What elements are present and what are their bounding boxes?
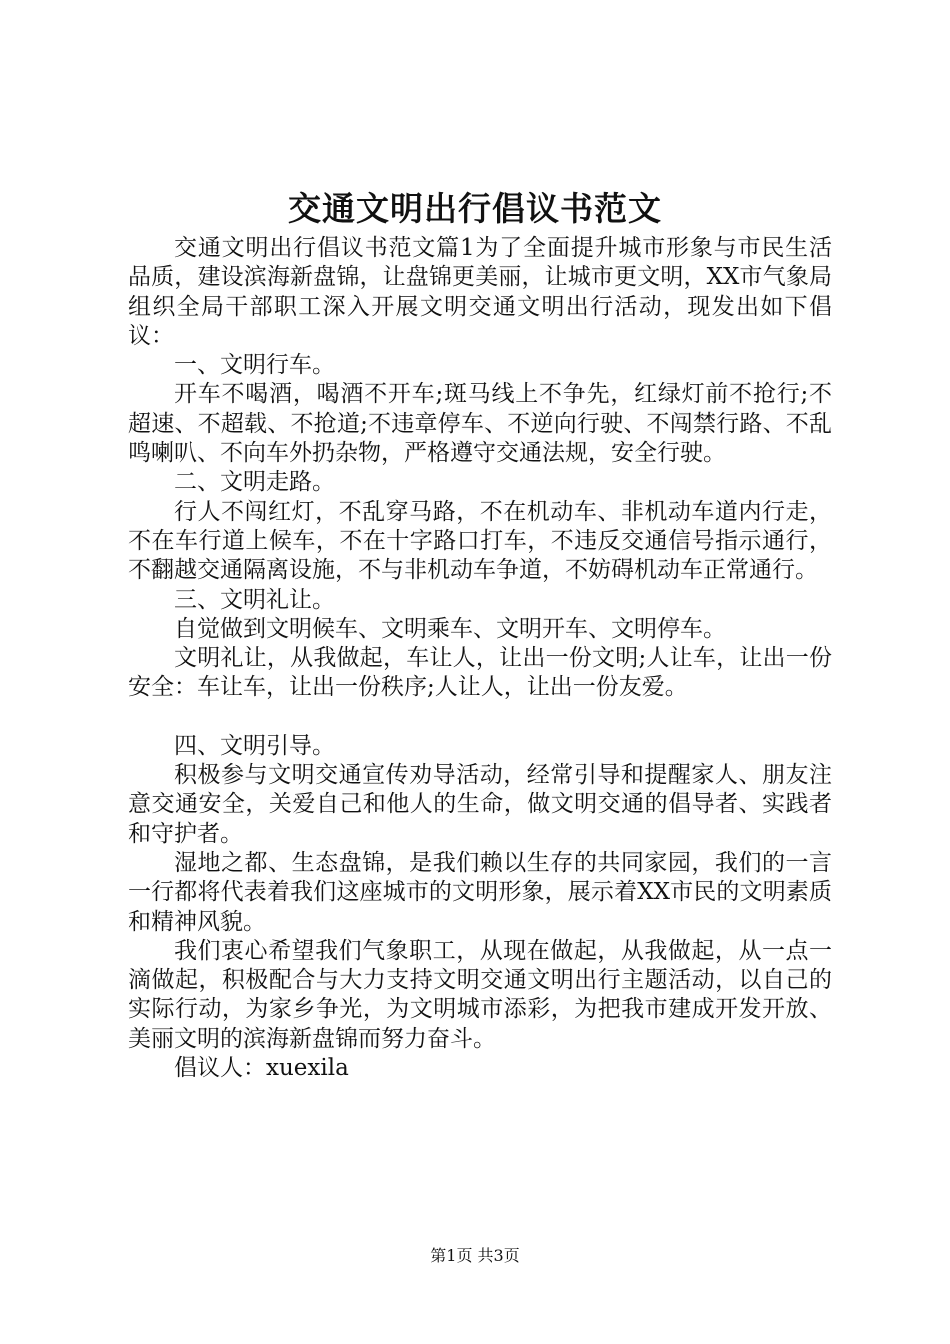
signature-line: 倡议人：xuexila: [174, 1055, 349, 1082]
intro-paragraph: 交通文明出行倡议书范文篇1为了全面提升城市形象与市民生活品质，建设滨海新盘锦，让盘锦更美丽，让城市更文明，XX市气象局组织全局干部职工深入开展文明交通文明出行活动，现发出如下倡议：: [128, 235, 832, 349]
section-heading-driving: 一、文明行车。: [174, 352, 335, 379]
document-body: [128, 234, 832, 1083]
section-heading-guidance: 四、文明引导。: [174, 732, 335, 759]
courtesy-paragraph: 自觉做到文明候车、文明乘车、文明开车、文明停车。: [174, 615, 726, 642]
closing-paragraph: 我们衷心希望我们气象职工，从现在做起，从我做起，从一点一滴做起，积极配合与大力支持文明交通文明出行主题活动，以自己的实际行动，为家乡争光，为文明城市添彩，为把我市建成开发开放、美丽文明的滨海新盘锦而努力奋斗。: [128, 937, 832, 1052]
walking-paragraph: 行人不闯红灯，不乱穿马路，不在机动车、非机动车道内行走，不在车行道上候车，不在十字路口打车，不违反交通信号指示通行，不翻越交通隔离设施，不与非机动车争道，不妨碍机动车正常通行。: [128, 498, 832, 584]
section-heading-walking: 二、文明走路。: [174, 469, 335, 496]
guidance-paragraph: 积极参与文明交通宣传劝导活动，经常引导和提醒家人、朋友注意交通安全，关爱自己和他人的生命，做文明交通的倡导者、实践者和守护者。: [128, 762, 832, 847]
courtesy-detail-paragraph: 文明礼让，从我做起，车让人，让出一份文明;人让车，让出一份安全：车让车，让出一份秩序;人让人，让出一份友爱。: [128, 645, 832, 701]
section-heading-courtesy: 三、文明礼让。: [174, 586, 335, 613]
driving-paragraph: 开车不喝酒，喝酒不开车;斑马线上不争先，红绿灯前不抢行;不超速、不超载、不抢道;不违章停车、不逆向行驶、不闯禁行路、不乱鸣喇叭、不向车外扔杂物，严格遵守交通法规，安全行驶。: [128, 381, 832, 467]
document-title: 交通文明出行倡议书范文: [288, 189, 662, 228]
wetland-paragraph: 湿地之都、生态盘锦，是我们赖以生存的共同家园，我们的一言一行都将代表着我们这座城市的文明形象，展示着XX市民的文明素质和精神风貌。: [128, 849, 832, 935]
page-footer: 第1页 共3页: [430, 1246, 520, 1265]
